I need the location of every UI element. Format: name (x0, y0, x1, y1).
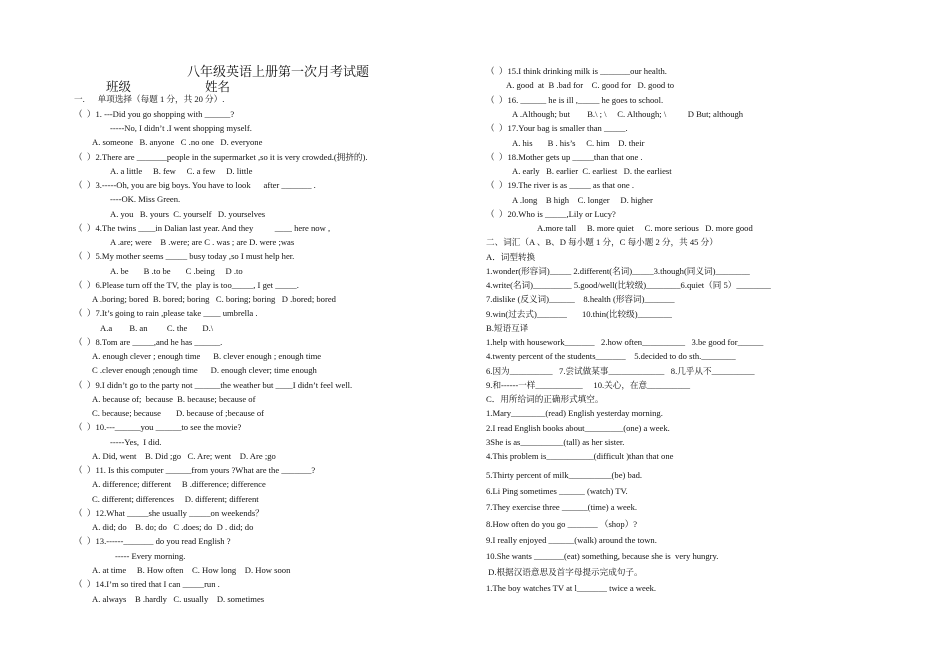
question-line: （ ）6.Please turn off the TV, the play is too_____, I get _____. (74, 280, 299, 290)
exercise-line: 8.How often do you go _______ （shop）? (486, 519, 638, 529)
exercise-line: 10.She wants _______(eat) something, because she is very hungry. (486, 551, 719, 561)
options-line: A. you B. yours C. yourself D. yourselves (110, 209, 266, 219)
exercise-line: 7.They exercise three ______(time) a week. (486, 502, 638, 512)
options-line: C. because; because D. because of ;because of (92, 408, 265, 418)
question-line: （ ）15.I think drinking milk is _______our health. (486, 66, 667, 76)
options-line: A. enough clever ; enough time B. clever enough ; enough time (92, 351, 322, 361)
question-line: ----OK. Miss Green. (110, 194, 181, 204)
question-line: （ ）10.---______you ______to see the movie? (74, 422, 242, 432)
options-line: A .long B high C. longer D. higher (512, 195, 653, 205)
question-line: （ ）17.Your bag is smaller than _____. (486, 123, 628, 133)
options-line: A. Did, went B. Did ;go C. Are; went D. Are ;go (92, 451, 276, 461)
question-line: （ ）1. ---Did you go shopping with ______? (74, 109, 235, 119)
options-line: A .Although; but B.\ ; \ C. Although; \ D But; although (512, 109, 744, 119)
question-line: ----- Every morning. (115, 551, 186, 561)
question-line: （ ）9.I didn’t go to the party not ______the weather but ____I didn’t feel well. (74, 380, 353, 390)
options-line: A. early B. earlier C. earliest D. the earliest (512, 166, 672, 176)
options-line: A. someone B. anyone C .no one D. everyone (92, 137, 263, 147)
options-line: A.more tall B. more quiet C. more serious D. more good (537, 223, 753, 233)
options-line: A .boring; bored B. bored; boring C. boring; boring D .bored; bored (92, 294, 336, 304)
options-line: A. good at B .bad for C. good for D. good to (506, 80, 675, 90)
options-line: A. difference; different B .difference; difference (92, 479, 266, 489)
exercise-line: 1.Mary________(read) English yesterday morning. (486, 408, 663, 418)
subsection-heading: B.短语互译 (486, 323, 529, 333)
exercise-line: 6.Li Ping sometimes ______ (watch) TV. (486, 486, 628, 496)
subsection-heading: A．词型转换 (486, 252, 536, 262)
options-line: C .clever enough ;enough time D. enough clever; time enough (92, 365, 317, 375)
question-line: （ ）8.Tom are _____,and he has ______. (74, 337, 223, 347)
question-line: （ ）3.-----Oh, you are big boys. You have to look after _______ . (74, 180, 316, 190)
subsection-heading: D.根据汉语意思及首字母提示完成句子。 (486, 567, 643, 577)
options-line: A. be B .to be C .being D .to (110, 266, 243, 276)
exercise-line: 9.win(过去式)_______ 10.thin(比较级)________ (486, 309, 672, 319)
options-line: C. different; differences D. different; different (92, 494, 259, 504)
question-line: （ ）13.------_______ do you read English ? (74, 536, 231, 546)
options-line: A. because of; because B. because; because of (92, 394, 256, 404)
options-line: A. did; do B. do; do C .does; do D . did; do (92, 522, 254, 532)
options-line: A. always B .hardly C. usually D. sometimes (92, 594, 265, 604)
exercise-line: 5.Thirty percent of milk__________(be) bad. (486, 470, 643, 480)
section-one-heading: 一. 单项选择（每题 1 分，共 20 分）. (74, 94, 225, 104)
name-label: 姓名 (205, 80, 231, 94)
class-label: 班级 (106, 80, 132, 94)
options-line: A. a little B. few C. a few D. little (110, 166, 253, 176)
options-line: A .are; were B .were; are C . was ; are D. were ;was (110, 237, 295, 247)
question-line: （ ）16. ______ he is ill ,_____ he goes to school. (486, 95, 664, 105)
exercise-line: 1.The boy watches TV at l_______ twice a week. (486, 583, 657, 593)
exercise-line: 4.This problem is___________(difficult )than that one (486, 451, 674, 461)
subsection-heading: C．用所给词的正确形式填空。 (486, 394, 604, 404)
question-line: -----Yes, I did. (110, 437, 162, 447)
options-line: A. at time B. How often C. How long D. How soon (92, 565, 291, 575)
exercise-line: 2.I read English books about_________(one) a week. (486, 423, 670, 433)
exercise-line: 7.dislike (反义词)______ 8.health (形容词)_______ (486, 294, 675, 304)
question-line: （ ）18.Mother gets up _____than that one . (486, 152, 643, 162)
question-line: （ ）12.What _____she usually _____on weekends？ (74, 508, 264, 518)
exercise-line: 9.I really enjoyed ______(walk) around the town. (486, 535, 657, 545)
exercise-line: 9.和------一样___________ 10.关心，在意__________ (486, 380, 691, 390)
exam-title: 八年级英语上册第一次月考试题 (187, 64, 370, 79)
question-line: （ ）5.My mother seems _____ busy today ,so I must help her. (74, 251, 295, 261)
question-line: （ ）19.The river is as _____ as that one . (486, 180, 634, 190)
exercise-line: 6.因为__________ 7.尝试做某事_____________ 8.几乎从不__________ (486, 366, 755, 376)
options-line: A.a B. an C. the D.\ (100, 323, 214, 333)
exercise-line: 1.help with housework_______ 2.how often__________ 3.be good for______ (486, 337, 764, 347)
question-line: -----No, I didn’t .I went shopping myself. (110, 123, 252, 133)
question-line: （ ）4.The twins ____in Dalian last year. And they ____ here now , (74, 223, 331, 233)
exercise-line: 4.twenty percent of the students_______ 5.decided to do sth.________ (486, 351, 736, 361)
section-two-heading: 二、词汇（A 、B、D 每小题 1 分，C 每小题 2 分，共 45 分） (486, 237, 718, 247)
question-line: （ ）14.I’m so tired that I can _____run . (74, 579, 220, 589)
question-line: （ ）7.It’s going to rain ,please take ____ umbrella . (74, 308, 258, 318)
exercise-line: 1.wonder(形容词)_____ 2.different(名词)_____3.though(同义词)________ (486, 266, 750, 276)
question-line: （ ）2.There are _______people in the supermarket ,so it is very crowded.(拥挤的). (74, 152, 368, 162)
question-line: （ ）20.Who is _____,Lily or Lucy? (486, 209, 616, 219)
question-line: （ ）11. Is this computer ______from yours ?What are the _______? (74, 465, 316, 475)
exercise-line: 4.write(名词)_________ 5.good/well(比较级)________6.quiet（同 5）________ (486, 280, 771, 290)
exercise-line: 3She is as__________(tall) as her sister. (486, 437, 625, 447)
options-line: A. his B . his’s C. him D. their (512, 138, 645, 148)
